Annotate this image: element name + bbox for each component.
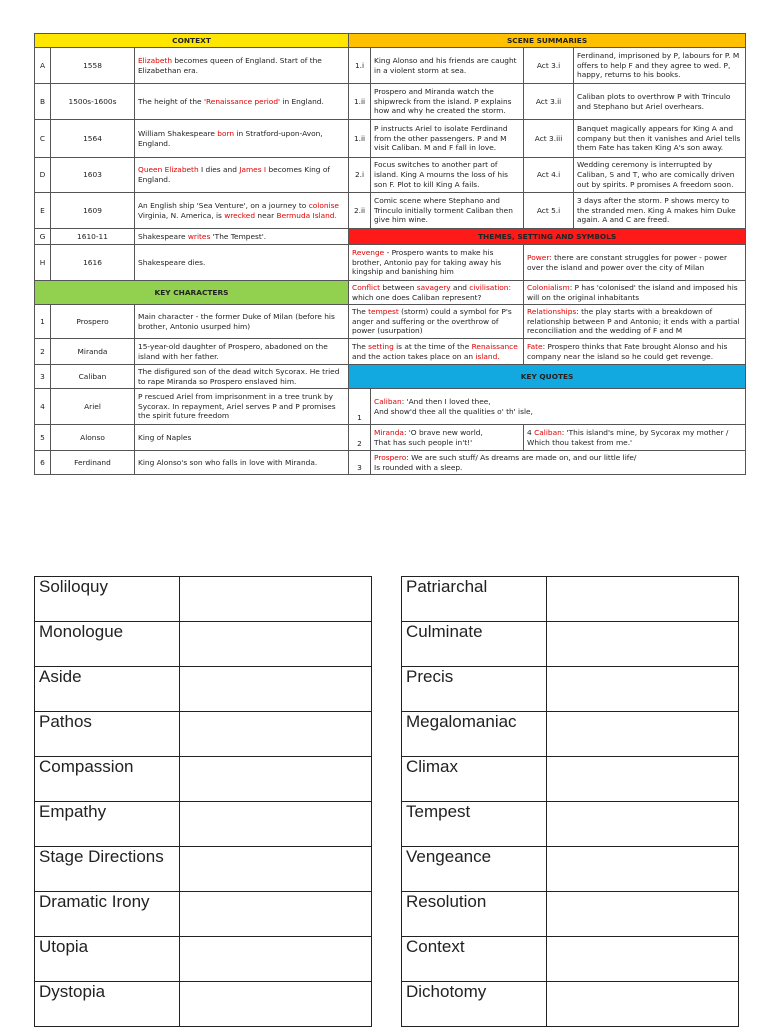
context-date: 1610-11 (51, 229, 135, 245)
character-description: The disfigured son of the dead witch Sycorax. He tried to rape Miranda so Prospero enslaved him. (135, 365, 349, 389)
theme-cell (349, 305, 524, 339)
vocab-term: Climax (402, 757, 547, 802)
highlighted-term: James I (239, 165, 267, 175)
context-letter: G (35, 229, 51, 245)
highlighted-term: Revenge (352, 247, 385, 257)
quote-text (524, 425, 746, 451)
context-letter: C (35, 120, 51, 158)
highlighted-term: Elizabeth (138, 55, 173, 65)
vocab-definition-field[interactable] (547, 667, 739, 712)
act-number: Act 5.i (524, 193, 574, 229)
context-text (135, 84, 349, 120)
act-number: Act 4.i (524, 158, 574, 193)
character-number: 5 (35, 425, 51, 451)
character-name: Miranda (51, 339, 135, 365)
vocab-definition-field[interactable] (180, 577, 372, 622)
quote-text (371, 451, 746, 475)
vocab-definition-field[interactable] (180, 982, 372, 1027)
theme-cell (349, 339, 524, 365)
text-segment: : 'This island's mine, by Sycorax my mother / (561, 427, 729, 437)
context-text (135, 48, 349, 84)
context-text (135, 229, 349, 245)
text-segment: : the play starts with a breakdown of relationship between P and Antonio; it ends with a partial reconciliation and the wedding of F and M (527, 306, 740, 336)
highlighted-term: Conflict (352, 282, 381, 292)
text-segment: William Shakespeare (138, 128, 218, 138)
character-number: 3 (35, 365, 51, 389)
vocab-definition-field[interactable] (180, 937, 372, 982)
context-date: 1616 (51, 245, 135, 281)
highlighted-term: island. (475, 351, 500, 361)
text-segment: becomes King of England. (138, 165, 330, 184)
character-description: Main character - the former Duke of Milan (before his brother, Antonio usurped him) (135, 305, 349, 339)
vocab-term: Compassion (35, 757, 180, 802)
theme-cell (349, 281, 524, 305)
text-segment: 'The Tempest'. (210, 231, 267, 241)
text-segment: : We are such stuff/ As dreams are made on, and our little life/ (406, 452, 637, 462)
context-letter: A (35, 48, 51, 84)
vocab-term: Pathos (35, 712, 180, 757)
context-text (135, 193, 349, 229)
text-segment: between (380, 282, 417, 292)
highlighted-term: Colonialism (527, 282, 570, 292)
highlighted-term: civilisation: (469, 282, 511, 292)
text-segment: there are constant struggles for power - power over the island and power over the city of Milan (527, 252, 727, 272)
act-number: Act 3.ii (524, 84, 574, 120)
context-letter: D (35, 158, 51, 193)
highlighted-term: Relationships (527, 306, 577, 316)
vocab-term: Tempest (402, 802, 547, 847)
vocab-definition-field[interactable] (547, 577, 739, 622)
vocab-term: Aside (35, 667, 180, 712)
highlighted-term: Miranda (374, 427, 404, 437)
vocab-definition-field[interactable] (180, 712, 372, 757)
context-text (135, 120, 349, 158)
quote-text (371, 389, 746, 425)
quote-number: 1 (349, 389, 371, 425)
highlighted-term: Prospero (374, 452, 407, 462)
vocab-term: Dichotomy (402, 982, 547, 1027)
act-summary: Ferdinand, imprisoned by P, labours for P. M offers to help F and they agree to wed. P, happy, returns to his books. (574, 48, 746, 84)
vocab-definition-field[interactable] (547, 937, 739, 982)
highlighted-term: writes (187, 231, 211, 241)
context-date: 1609 (51, 193, 135, 229)
act-number: Act 3.i (524, 48, 574, 84)
text-segment: The (352, 306, 369, 316)
vocab-definition-field[interactable] (180, 892, 372, 937)
scene-number: 2.ii (349, 193, 371, 229)
highlighted-term: Fate (527, 341, 543, 351)
vocab-term: Empathy (35, 802, 180, 847)
scene-number: 1.i (349, 48, 371, 84)
character-description: King of Naples (135, 425, 349, 451)
vocab-term: Monologue (35, 622, 180, 667)
text-segment: Is rounded with a sleep. (374, 462, 463, 472)
scene-summary: Prospero and Miranda watch the shipwreck from the island. P explains how and why he created the storm. (371, 84, 524, 120)
text-segment: : P has 'colonised' the island and imposed his will on the original inhabitants (527, 282, 738, 302)
text-segment: That has such people in't!' (374, 437, 473, 447)
act-summary: 3 days after the storm. P shows mercy to the stranded men. King A makes him Duke again. A and C are freed. (574, 193, 746, 229)
character-description: P rescued Ariel from imprisonment in a tree trunk by Sycorax. In repayment, Ariel serves P and P promises the spirit future freedom (135, 389, 349, 425)
act-number: Act 3.iii (524, 120, 574, 158)
theme-cell (524, 305, 746, 339)
highlighted-term: Bermuda Island. (276, 210, 337, 220)
scene-number: 2.i (349, 158, 371, 193)
act-summary: Caliban plots to overthrow P with Trinculo and Stephano but Ariel overhears. (574, 84, 746, 120)
vocabulary-table-right (401, 576, 739, 1027)
scene-summary: King Alonso and his friends are caught in a violent storm at sea. (371, 48, 524, 84)
vocab-definition-field[interactable] (547, 622, 739, 667)
text-segment: - Prospero wants to make his brother, Antonio pay for taking away his kingship and banishing him (352, 247, 502, 277)
vocabulary-table-left (34, 576, 372, 1027)
text-segment: Shakespeare dies. (138, 257, 206, 267)
highlighted-term: 'Renaissance period' (203, 96, 281, 106)
context-text (135, 245, 349, 281)
text-segment: Virginia, N. America, is (138, 210, 225, 220)
vocab-term: Megalomaniac (402, 712, 547, 757)
vocab-term: Patriarchal (402, 577, 547, 622)
character-number: 2 (35, 339, 51, 365)
context-letter: B (35, 84, 51, 120)
character-description: King Alonso's son who falls in love with Miranda. (135, 451, 349, 475)
scene-number: 1.ii (349, 84, 371, 120)
themes-header: THEMES, SETTING AND SYMBOLS (349, 229, 746, 245)
vocab-definition-field[interactable] (180, 802, 372, 847)
text-segment: becomes queen of England. Start of the Elizabethan era. (138, 55, 322, 75)
vocab-term: Vengeance (402, 847, 547, 892)
highlighted-term: Queen Elizabeth (138, 165, 199, 175)
character-number: 1 (35, 305, 51, 339)
vocab-term: Context (402, 937, 547, 982)
vocab-definition-field[interactable] (180, 847, 372, 892)
context-text (135, 158, 349, 193)
character-number: 4 (35, 389, 51, 425)
vocab-term: Utopia (35, 937, 180, 982)
character-number: 6 (35, 451, 51, 475)
highlighted-term: tempest (368, 306, 399, 316)
act-summary: Wedding ceremony is interrupted by Caliban, S and T, who are comically driven out by spirits. P promises A freedom soon. (574, 158, 746, 193)
text-segment: : 'O brave new world, (403, 427, 483, 437)
context-date: 1603 (51, 158, 135, 193)
vocab-definition-field[interactable] (547, 847, 739, 892)
context-letter: H (35, 245, 51, 281)
scene-summary: Comic scene where Stephano and Trinculo initially torment Caliban then give him wine. (371, 193, 524, 229)
vocab-definition-field[interactable] (547, 757, 739, 802)
character-name: Prospero (51, 305, 135, 339)
highlighted-term: wrecked (224, 210, 256, 220)
vocab-term: Stage Directions (35, 847, 180, 892)
text-segment: : Prospero thinks that Fate brought Alonso and his company near the island so he could get revenge. (527, 341, 728, 361)
text-segment: (storm) could a symbol for P's anger and suffering or the overthrow of power (usurpation) (352, 306, 512, 336)
scene-summaries-header: SCENE SUMMARIES (349, 34, 746, 48)
context-letter: E (35, 193, 51, 229)
text-segment: near (255, 210, 277, 220)
highlighted-term: savagery (416, 282, 451, 292)
text-segment: An English ship 'Sea Venture', on a journey to (138, 200, 309, 210)
text-segment: The height of the (138, 96, 204, 106)
theme-cell (524, 339, 746, 365)
highlighted-term: born (217, 128, 235, 138)
character-name: Ferdinand (51, 451, 135, 475)
text-segment: is at the time of the (393, 341, 472, 351)
vocab-term: Dystopia (35, 982, 180, 1027)
context-date: 1500s-1600s (51, 84, 135, 120)
vocab-definition-field[interactable] (180, 622, 372, 667)
scene-summary: P instructs Ariel to isolate Ferdinand from the other passengers. P and M visit Caliban. M and F fall in love. (371, 120, 524, 158)
scene-number: 1.ii (349, 120, 371, 158)
vocab-term: Soliloquy (35, 577, 180, 622)
text-segment: Which thou takest from me.' (527, 437, 633, 447)
vocab-definition-field[interactable] (180, 667, 372, 712)
context-header: CONTEXT (35, 34, 349, 48)
character-description: 15-year-old daughter of Prospero, abadoned on the island with her father. (135, 339, 349, 365)
text-segment: And show'd thee all the qualities o' th' isle, (374, 406, 533, 416)
text-segment: and (450, 282, 470, 292)
text-segment: in Stratford-upon-Avon, England. (138, 128, 323, 148)
vocab-term: Dramatic Irony (35, 892, 180, 937)
highlighted-term: Power: (527, 252, 552, 262)
text-segment: which one does Caliban represent? (352, 292, 482, 302)
quote-number: 2 (349, 425, 371, 451)
theme-cell (524, 245, 746, 281)
highlighted-term: Caliban (534, 427, 562, 437)
key-quotes-header: KEY QUOTES (349, 365, 746, 389)
vocab-definition-field[interactable] (180, 757, 372, 802)
character-name: Ariel (51, 389, 135, 425)
quote-number: 3 (349, 451, 371, 475)
text-segment: and the action takes place on an (352, 351, 476, 361)
vocab-term: Culminate (402, 622, 547, 667)
theme-cell (524, 281, 746, 305)
vocab-term: Resolution (402, 892, 547, 937)
key-characters-header: KEY CHARACTERS (35, 281, 349, 305)
character-name: Caliban (51, 365, 135, 389)
vocab-definition-field[interactable] (547, 892, 739, 937)
vocab-definition-field[interactable] (547, 802, 739, 847)
context-date: 1564 (51, 120, 135, 158)
highlighted-term: colonise (308, 200, 339, 210)
highlighted-term: setting (368, 341, 394, 351)
vocab-definition-field[interactable] (547, 982, 739, 1027)
vocab-definition-field[interactable] (547, 712, 739, 757)
text-segment: 4 (527, 427, 535, 437)
text-segment: The (352, 341, 369, 351)
text-segment: Shakespeare (138, 231, 188, 241)
highlighted-term: Renaissance (471, 341, 518, 351)
act-summary: Banquet magically appears for King A and company but then it vanishes and Ariel tells them Fate has taken King A's son away. (574, 120, 746, 158)
highlighted-term: Caliban (374, 396, 402, 406)
character-name: Alonso (51, 425, 135, 451)
text-segment: in England. (280, 96, 324, 106)
text-segment: I dies and (198, 165, 240, 175)
vocab-term: Precis (402, 667, 547, 712)
quote-text (371, 425, 524, 451)
knowledge-organiser-table (34, 33, 746, 475)
theme-cell (349, 245, 524, 281)
scene-summary: Focus switches to another part of island. King A mourns the loss of his son F. Plot to kill King A fails. (371, 158, 524, 193)
text-segment: : 'And then I loved thee, (401, 396, 491, 406)
context-date: 1558 (51, 48, 135, 84)
